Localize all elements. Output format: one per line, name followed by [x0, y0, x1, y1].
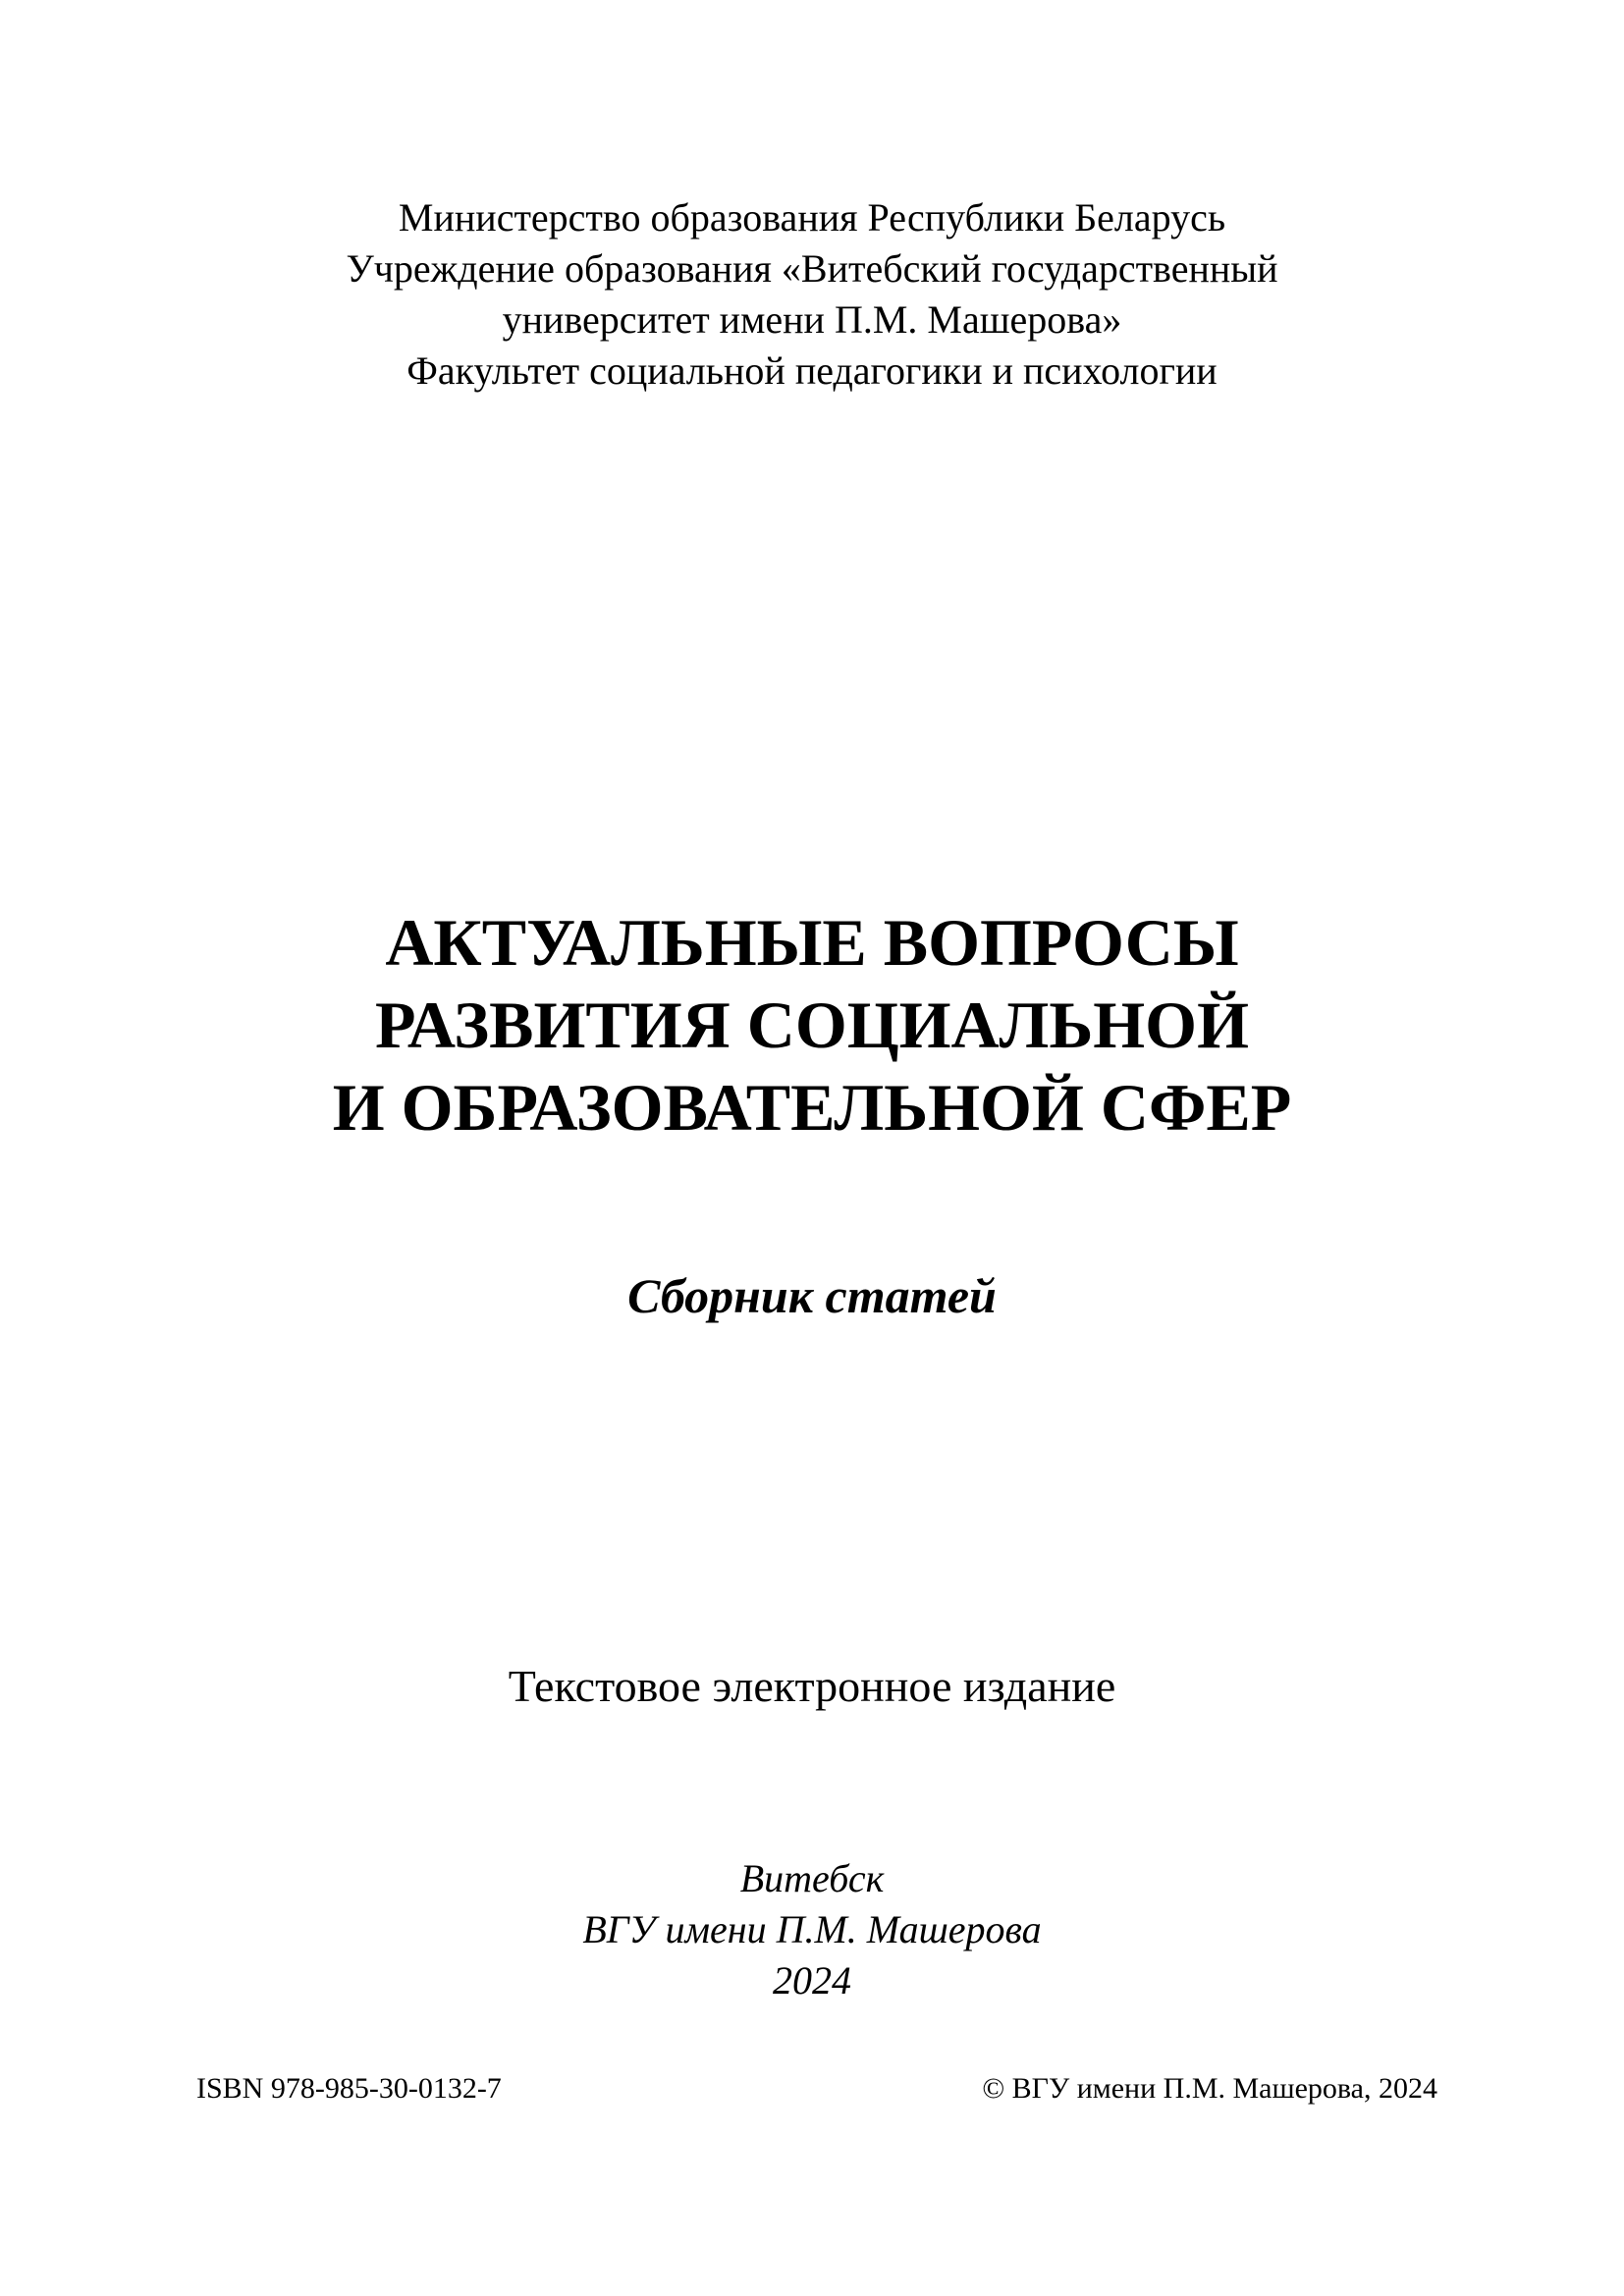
institution-line-1: Учреждение образования «Витебский государственный [346, 246, 1278, 291]
institution-header [0, 192, 1624, 397]
book-title [0, 901, 1624, 1148]
book-subtitle: Сборник статей [627, 1268, 997, 1323]
institution-line-2: университет имени П.М. Машерова» [502, 297, 1122, 342]
imprint [0, 1853, 1624, 2006]
copyright-notice: © ВГУ имени П.М. Машерова, 2024 [982, 2072, 1437, 2105]
title-line-2: РАЗВИТИЯ СОЦИАЛЬНОЙ [375, 988, 1249, 1062]
faculty-line: Факультет социальной педагогики и психологии [406, 348, 1218, 393]
title-line-1: АКТУАЛЬНЫЕ ВОПРОСЫ [385, 905, 1239, 980]
imprint-year: 2024 [773, 1958, 851, 2002]
ministry-line: Министерство образования Республики Беларусь [398, 195, 1226, 240]
isbn-number: ISBN 978-985-30-0132-7 [196, 2072, 502, 2105]
imprint-city: Витебск [739, 1856, 885, 1900]
title-line-3: И ОБРАЗОВАТЕЛЬНОЙ СФЕР [332, 1070, 1292, 1145]
page-footer [0, 2067, 1624, 2110]
imprint-publisher: ВГУ имени П.М. Машерова [582, 1907, 1042, 1951]
edition-type: Текстовое электронное издание [508, 1661, 1116, 1711]
